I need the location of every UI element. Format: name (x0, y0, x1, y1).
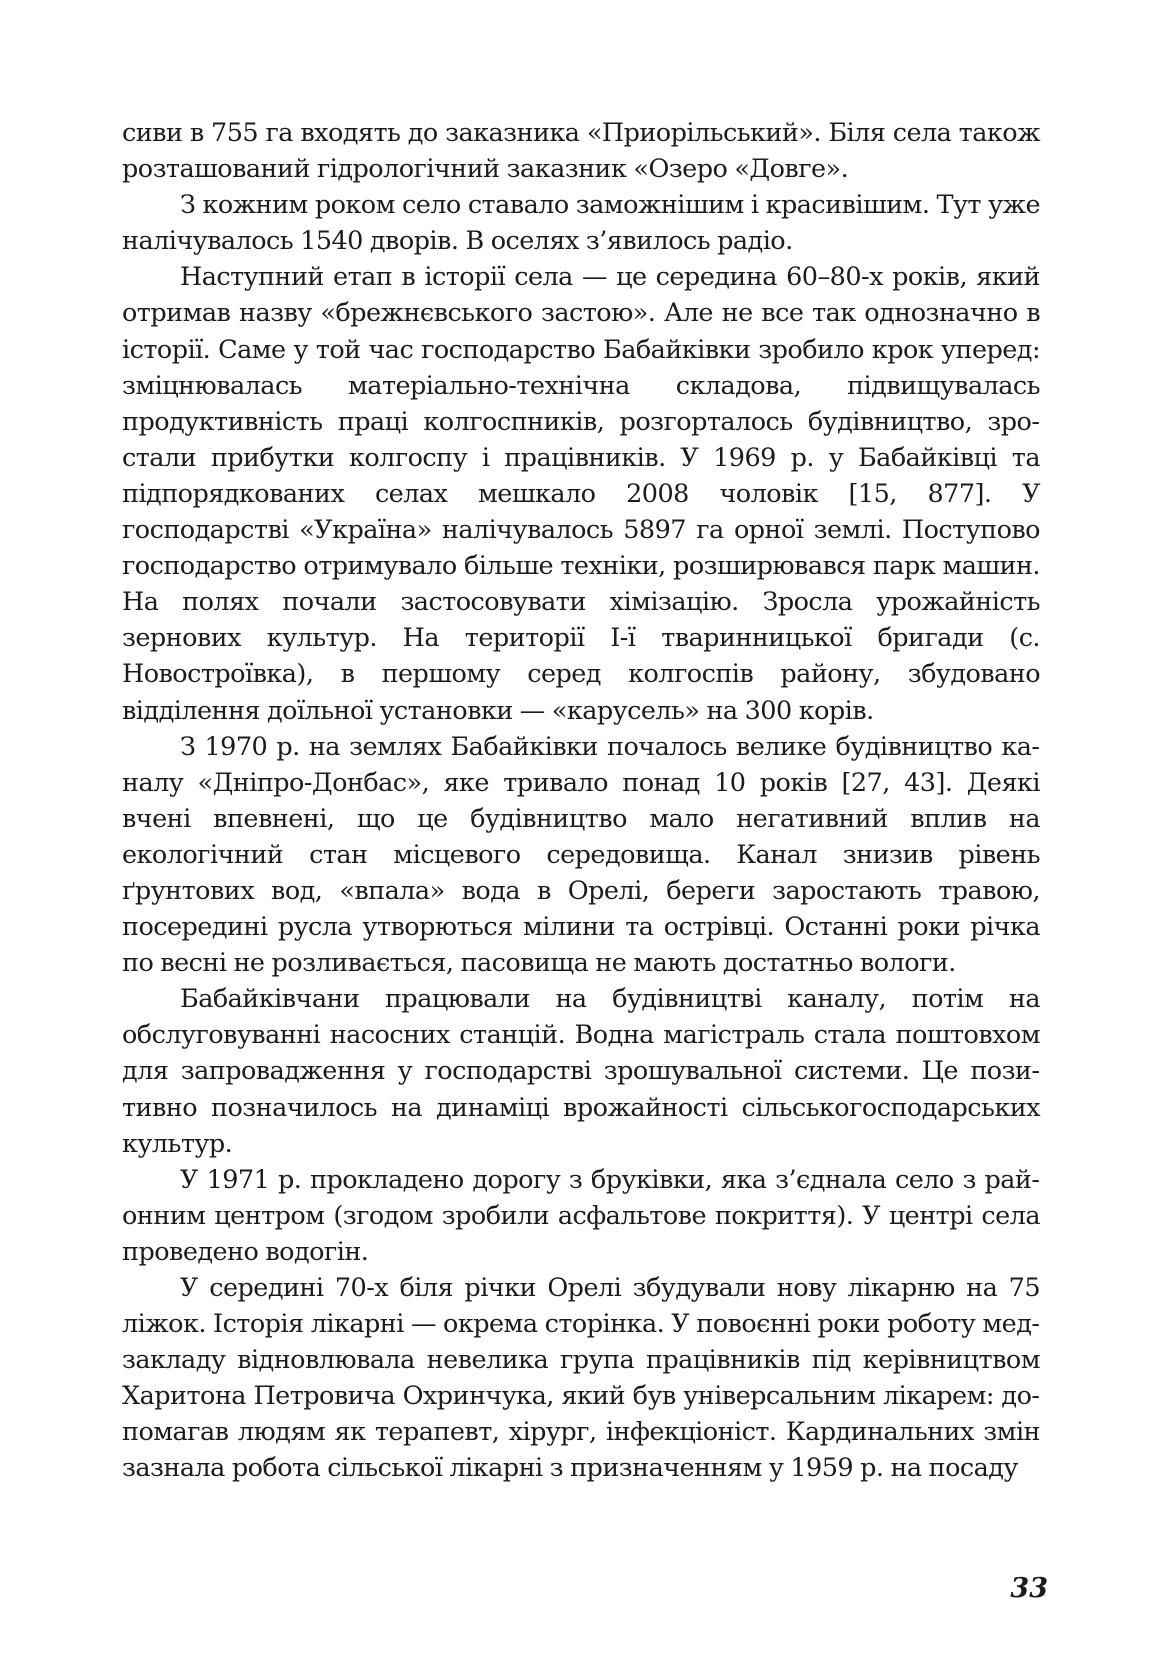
paragraph-1: сиви в 755 га входять до заказника «Приорільський». Біля села також розташований гідрологічний заказник «Озеро «Довге». (122, 118, 1040, 185)
body-text (122, 115, 1040, 1487)
paragraph-3: Наступний етап в історії села — це середина 60–80-х років, який отримав назву «брежнєвського застою». Але не все так однозначно в історії. Саме у той час господарство Бабайківки зробило крок уперед: зміцнювалась матеріально-технічна складова, підвищувалась продуктивність праці колгоспників, розгорталось будівництво, зростали прибутки колгоспу і працівників. У 1969 р. у Бабайківці та підпорядкованих селах мешкало 2008 чоловік [15, 877]. У господарстві «Україна» налічувалось 5897 га орної землі. Поступово господарство отримувало більше техніки, розширювався парк машин. На полях почали застосовувати хімізацію. Зросла урожайність зернових культур. На території І-ї тваринницької бригади (с. Новостроївка), в першому серед колгоспів району, збудовано відділення доїльної установки — «карусель» на 300 корів. (122, 262, 1040, 726)
paragraph-7: У середині 70-х біля річки Орелі збудували нову лікарню на 75 ліжок. Історія лікарні — окрема сторінка. У повоєнні роки роботу медзакладу відновлювала невелика група працівників під керівництвом Харитона Петровича Охринчука, який був універсальним лікарем: допомагав людям як терапевт, хірург, інфекціоніст. Кардинальних змін зазнала робота сільської лікарні з призначенням у 1959 р. на посаду (122, 1273, 1040, 1484)
paragraph-5: Бабайківчани працювали на будівництві каналу, потім на обслуговуванні насосних станцій. Водна магістраль стала поштовхом для запровадження у господарстві зрошувальної системи. Це позитивно позначилось на динаміці врожайності сільськогосподарських культур. (122, 984, 1040, 1159)
paragraph-2: З кожним роком село ставало заможнішим і красивішим. Тут уже налічувалось 1540 дворів. В оселях з’явилось радіо. (122, 190, 1040, 257)
paragraph-6: У 1971 р. прокладено дорогу з бруківки, яка з’єднала село з районним центром (згодом зробили асфальтове покриття). У центрі села проведено водогін. (122, 1164, 1040, 1267)
paragraph-4: З 1970 р. на землях Бабайківки почалось велике будівництво каналу «Дніпро-Донбас», яке тривало понад 10 років [27, 43]. Деякі вчені впевнені, що це будівництво мало негативний вплив на екологічний стан місцевого середовища. Канал знизив рівень ґрунтових вод, «впала» вода в Орелі, береги заростають травою, посередині русла утворються мілини та острівці. Останні роки річка по весні не розливається, пасовища не мають достатньо вологи. (122, 731, 1040, 979)
page-number: 33 (1010, 1573, 1048, 1604)
